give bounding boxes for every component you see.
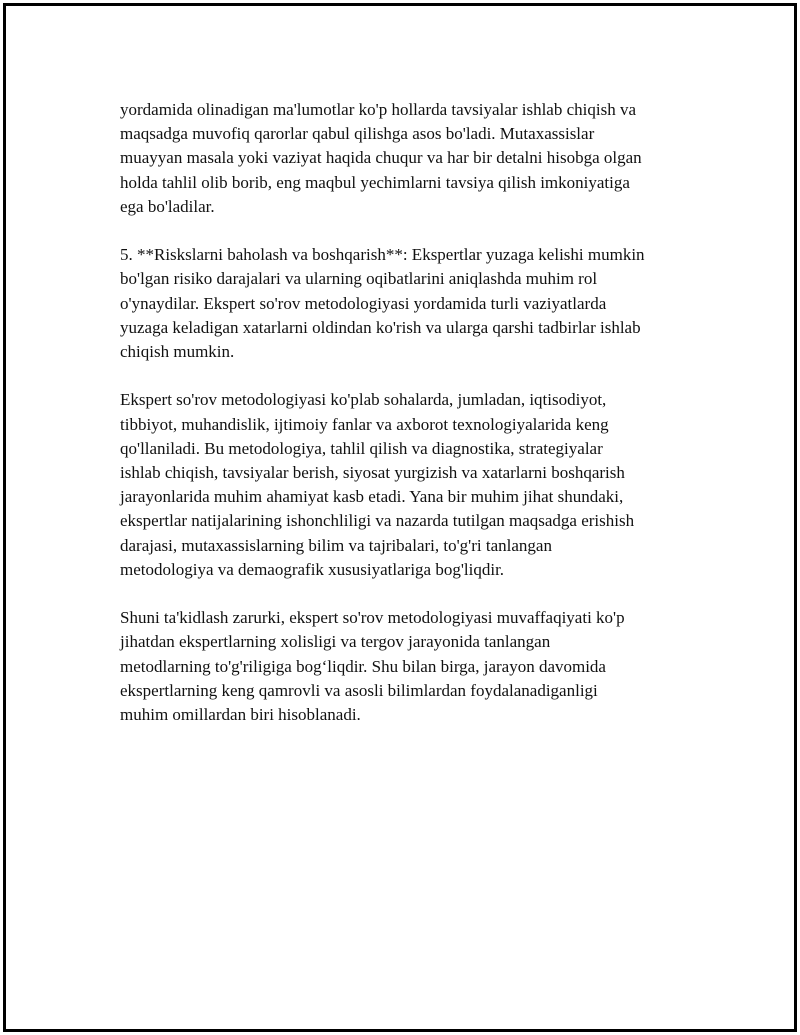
text-line: maqsadga muvofiq qarorlar qabul qilishga asos bo'ladi. Mutaxassislar: [120, 124, 595, 144]
paragraph-4: [120, 606, 700, 727]
text-line: yuzaga keladigan xatarlarni oldindan ko'rish va ularga qarshi tadbirlar ishlab: [120, 317, 641, 337]
text-line: ega bo'ladilar.: [120, 196, 215, 216]
text-line: bo'lgan risiko darajalari va ularning oqibatlarini aniqlashda muhim rol: [120, 269, 598, 289]
paragraph-2: [120, 243, 700, 364]
text-line: Shuni ta'kidlash zarurki, ekspert so'rov metodologiyasi muvaffaqiyati ko'p: [120, 608, 625, 628]
document-page: [3, 3, 797, 1032]
text-line: jihatdan ekspertlarning xolisligi va tergov jarayonida tanlangan: [120, 632, 551, 652]
paragraph-1: [120, 98, 700, 219]
text-line: muayyan masala yoki vaziyat haqida chuqur va har bir detalni hisobga olgan: [120, 148, 642, 168]
text-line: o'ynaydilar. Ekspert so'rov metodologiyasi yordamida turli vaziyatlarda: [120, 293, 607, 313]
text-line: tibbiyot, muhandislik, ijtimoiy fanlar va axborot texnologiyalarida keng: [120, 414, 609, 434]
text-line: muhim omillardan biri hisoblanadi.: [120, 705, 361, 725]
text-line: chiqish mumkin.: [120, 342, 235, 362]
text-line: qo'llaniladi. Bu metodologiya, tahlil qilish va diagnostika, strategiyalar: [120, 438, 603, 458]
text-line: yordamida olinadigan ma'lumotlar ko'p hollarda tavsiyalar ishlab chiqish va: [120, 100, 636, 119]
text-line: jarayonlarida muhim ahamiyat kasb etadi. Yana bir muhim jihat shundaki,: [120, 487, 624, 507]
text-line: 5. **Riskslarni baholash va boshqarish**: Ekspertlar yuzaga kelishi mumkin: [120, 245, 645, 265]
text-line: ekspertlarning keng qamrovli va asosli bilimlardan foydalanadiganligi: [120, 680, 598, 700]
text-line: Ekspert so'rov metodologiyasi ko'plab sohalarda, jumladan, iqtisodiyot,: [120, 390, 607, 410]
paragraph-3: [120, 388, 700, 582]
text-line: darajasi, mutaxassislarning bilim va tajribalari, to'g'ri tanlangan: [120, 535, 552, 555]
text-line: ishlab chiqish, tavsiyalar berish, siyosat yurgizish va xatarlarni boshqarish: [120, 463, 625, 483]
text-line: holda tahlil olib borib, eng maqbul yechimlarni tavsiya qilish imkoniyatiga: [120, 172, 630, 192]
text-line: ekspertlar natijalarining ishonchliligi va nazarda tutilgan maqsadga erishish: [120, 511, 635, 531]
text-line: metodologiya va demaografik xususiyatlariga bog'liqdir.: [120, 559, 505, 579]
document-body: [120, 98, 700, 751]
text-line: metodlarning to'g'riligiga bog‘liqdir. Shu bilan birga, jarayon davomida: [120, 656, 606, 676]
